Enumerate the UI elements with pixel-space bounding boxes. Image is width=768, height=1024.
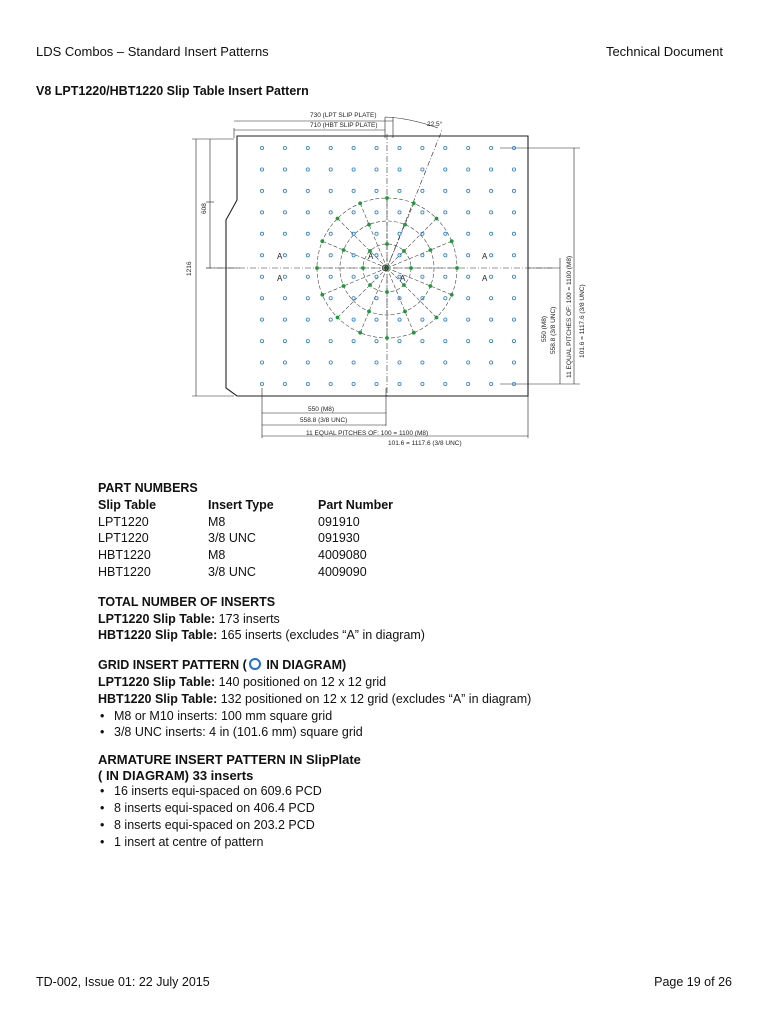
grid-insert-dot bbox=[260, 382, 263, 385]
grid-insert-dot bbox=[467, 232, 470, 235]
dim-angle: 22.5° bbox=[427, 121, 443, 128]
grid-insert-dot bbox=[467, 189, 470, 192]
grid-insert-dot bbox=[306, 189, 309, 192]
grid-insert-dot bbox=[444, 232, 447, 235]
grid-insert-dot bbox=[444, 382, 447, 385]
grid-insert-dot bbox=[375, 189, 378, 192]
grid-heading-post: IN DIAGRAM) bbox=[262, 658, 347, 673]
cell-insert-type: 3/8 UNC bbox=[208, 531, 256, 546]
dim-right-m8: 11 EQUAL PITCHES OF: 100 = 1100 (M8) bbox=[566, 255, 573, 378]
list-item: • 1 insert at centre of pattern bbox=[98, 834, 698, 851]
grid-insert-dot bbox=[490, 275, 493, 278]
cell-part-number: 091910 bbox=[318, 514, 360, 529]
grid-insert-dot bbox=[352, 211, 355, 214]
marker-a-right-top: A bbox=[482, 252, 488, 261]
grid-insert-dot bbox=[444, 254, 447, 257]
grid-insert-dot bbox=[375, 297, 378, 300]
cell-part-number: 4009080 bbox=[318, 548, 367, 563]
grid-insert-dot bbox=[490, 211, 493, 214]
grid-insert-dot bbox=[329, 382, 332, 385]
grid-insert-dot bbox=[512, 168, 515, 171]
grid-insert-dot bbox=[512, 232, 515, 235]
grid-insert-dot bbox=[352, 382, 355, 385]
grid-insert-dot bbox=[467, 340, 470, 343]
grid-insert-dot bbox=[352, 146, 355, 149]
grid-insert-dot bbox=[375, 254, 378, 257]
grid-insert-dot bbox=[512, 275, 515, 278]
grid-insert-dot bbox=[398, 232, 401, 235]
page-content bbox=[98, 480, 698, 850]
marker-a-right-bottom: A bbox=[482, 274, 488, 283]
grid-insert-dot bbox=[260, 275, 263, 278]
grid-insert-dot bbox=[467, 361, 470, 364]
col-header-slip-table: Slip Table bbox=[98, 497, 157, 512]
cell-insert-type: M8 bbox=[208, 548, 226, 563]
grid-insert-dot bbox=[283, 318, 286, 321]
grid-insert-dot bbox=[467, 318, 470, 321]
grid-insert-dot bbox=[375, 275, 378, 278]
pcd-radial-line bbox=[387, 268, 437, 318]
grid-insert-dot bbox=[283, 382, 286, 385]
dim-lpt-width: 730 (LPT SLIP PLATE) bbox=[310, 112, 377, 119]
grid-insert-dot bbox=[444, 189, 447, 192]
grid-insert-dot bbox=[283, 275, 286, 278]
grid-insert-dot bbox=[329, 168, 332, 171]
grid-insert-dot bbox=[306, 232, 309, 235]
armature-heading-1: ARMATURE INSERT PATTERN IN SlipPlate bbox=[98, 752, 361, 768]
list-item: • 16 inserts equi-spaced on 609.6 PCD bbox=[98, 783, 698, 800]
grid-insert-dot bbox=[467, 168, 470, 171]
grid-insert-dot bbox=[352, 168, 355, 171]
dim-hbt-width: 710 (HBT SLIP PLATE) bbox=[310, 122, 378, 129]
grid-insert-dot bbox=[329, 318, 332, 321]
grid-insert-dot bbox=[306, 361, 309, 364]
armature-insert-dot bbox=[367, 310, 371, 314]
total-lpt-line bbox=[98, 611, 698, 628]
cell-insert-type: M8 bbox=[208, 514, 226, 529]
grid-insert-dot bbox=[306, 382, 309, 385]
cell-part-number: 091930 bbox=[318, 531, 360, 546]
grid-insert-dot bbox=[283, 211, 286, 214]
grid-insert-dot bbox=[306, 340, 309, 343]
grid-insert-dot bbox=[329, 189, 332, 192]
list-item: • 3/8 UNC inserts: 4 in (101.6 mm) square grid bbox=[98, 724, 698, 741]
col-header-part-number: Part Number bbox=[318, 497, 394, 512]
grid-insert-dot bbox=[375, 232, 378, 235]
marker-a-inner-left: A bbox=[368, 252, 374, 261]
cell-slip-table: HBT1220 bbox=[98, 548, 151, 563]
grid-insert-dot bbox=[283, 146, 286, 149]
pcd-radial-line bbox=[387, 219, 437, 269]
part-numbers-table bbox=[98, 497, 393, 581]
grid-insert-dot bbox=[375, 361, 378, 364]
grid-insert-dot bbox=[444, 211, 447, 214]
grid-insert-dot bbox=[444, 275, 447, 278]
grid-insert-dot bbox=[444, 318, 447, 321]
armature-insert-dot bbox=[336, 217, 340, 221]
table-row bbox=[98, 514, 393, 531]
grid-insert-dot bbox=[421, 211, 424, 214]
armature-insert-dot bbox=[320, 239, 324, 243]
armature-insert-dot bbox=[315, 266, 319, 270]
grid-insert-dot bbox=[283, 361, 286, 364]
grid-insert-dot bbox=[490, 318, 493, 321]
grid-insert-dot bbox=[512, 189, 515, 192]
grid-insert-dot bbox=[260, 232, 263, 235]
grid-insert-dot bbox=[375, 168, 378, 171]
table-row bbox=[98, 564, 393, 581]
armature-insert-dot bbox=[342, 248, 346, 252]
grid-insert-dot bbox=[352, 189, 355, 192]
grid-insert-dot bbox=[421, 382, 424, 385]
grid-insert-dot bbox=[490, 361, 493, 364]
grid-insert-dot bbox=[421, 275, 424, 278]
armature-insert-dot bbox=[358, 331, 362, 335]
grid-insert-dot bbox=[283, 168, 286, 171]
grid-insert-dot bbox=[467, 382, 470, 385]
armature-insert-dot bbox=[403, 310, 407, 314]
dim-bottom-558: 558.8 (3/8 UNC) bbox=[300, 417, 348, 424]
grid-insert-dot bbox=[375, 211, 378, 214]
list-item: • 8 inserts equi-spaced on 406.4 PCD bbox=[98, 800, 698, 817]
grid-insert-dot bbox=[329, 254, 332, 257]
header-doc-type: Technical Document bbox=[605, 44, 723, 59]
grid-insert-dot bbox=[421, 146, 424, 149]
grid-insert-dot bbox=[283, 254, 286, 257]
table-row bbox=[98, 530, 393, 547]
grid-insert-dot bbox=[444, 340, 447, 343]
grid-insert-dot bbox=[512, 297, 515, 300]
grid-lpt-label: LPT1220 Slip Table: bbox=[98, 674, 216, 689]
grid-insert-dot bbox=[306, 254, 309, 257]
grid-insert-dot bbox=[512, 211, 515, 214]
armature-insert-dot bbox=[368, 283, 372, 287]
table-row bbox=[98, 547, 393, 564]
grid-insert-dot bbox=[490, 340, 493, 343]
grid-insert-dot bbox=[329, 340, 332, 343]
grid-insert-dot bbox=[398, 189, 401, 192]
cell-insert-type: 3/8 UNC bbox=[208, 564, 256, 579]
grid-insert-dot bbox=[283, 340, 286, 343]
total-lpt-label: LPT1220 Slip Table: bbox=[98, 611, 216, 626]
grid-insert-dot bbox=[260, 254, 263, 257]
footer-doc-id: TD-002, Issue 01: 22 July 2015 bbox=[36, 975, 210, 989]
armature-insert-dot bbox=[402, 283, 406, 287]
grid-insert-dot bbox=[490, 232, 493, 235]
grid-insert-dot bbox=[444, 297, 447, 300]
grid-hbt-line bbox=[98, 691, 698, 708]
grid-insert-dot bbox=[375, 146, 378, 149]
grid-insert-dot bbox=[444, 361, 447, 364]
total-hbt-value: 165 inserts (excludes “A” in diagram) bbox=[217, 628, 425, 643]
armature-insert-dot bbox=[429, 248, 433, 252]
grid-insert-dot bbox=[375, 340, 378, 343]
grid-insert-dot bbox=[260, 168, 263, 171]
grid-insert-dot bbox=[375, 382, 378, 385]
grid-insert-dot bbox=[398, 254, 401, 257]
grid-insert-dot bbox=[352, 318, 355, 321]
grid-insert-dot bbox=[490, 297, 493, 300]
grid-insert-dot bbox=[398, 168, 401, 171]
grid-insert-dot bbox=[421, 254, 424, 257]
cell-slip-table: LPT1220 bbox=[98, 514, 149, 529]
footer-page-number: Page 19 of 26 bbox=[654, 975, 732, 989]
grid-insert-dot bbox=[283, 232, 286, 235]
grid-insert-dot bbox=[306, 211, 309, 214]
grid-insert-dot bbox=[283, 297, 286, 300]
armature-insert-dot bbox=[435, 316, 439, 320]
armature-insert-dot bbox=[403, 223, 407, 227]
armature-insert-dot bbox=[412, 201, 416, 205]
grid-insert-dot bbox=[306, 168, 309, 171]
grid-insert-dot bbox=[490, 168, 493, 171]
armature-insert-dot bbox=[385, 196, 389, 200]
insert-pattern-diagram bbox=[180, 108, 600, 453]
armature-insert-dot bbox=[358, 201, 362, 205]
armature-insert-dot bbox=[412, 331, 416, 335]
grid-pattern-heading bbox=[98, 657, 698, 674]
grid-lpt-value: 140 positioned on 12 x 12 grid bbox=[215, 674, 387, 689]
grid-insert-dot bbox=[260, 146, 263, 149]
grid-heading-pre: GRID INSERT PATTERN ( bbox=[98, 658, 247, 673]
armature-bullet-list bbox=[98, 783, 698, 850]
grid-bullet-list bbox=[98, 708, 698, 742]
dim-bottom-pitch-unc: 101.6 = 1117.6 (3/8 UNC) bbox=[388, 440, 462, 447]
cell-part-number: 4009090 bbox=[318, 564, 367, 579]
total-inserts-heading: TOTAL NUMBER OF INSERTS bbox=[98, 594, 276, 609]
grid-insert-dot bbox=[421, 189, 424, 192]
grid-insert-dot bbox=[444, 146, 447, 149]
grid-insert-dot bbox=[421, 361, 424, 364]
grid-insert-dot bbox=[306, 297, 309, 300]
armature-insert-dot bbox=[385, 242, 389, 246]
grid-insert-dot bbox=[467, 297, 470, 300]
grid-insert-dot bbox=[398, 318, 401, 321]
grid-insert-dot bbox=[490, 254, 493, 257]
grid-insert-dot bbox=[512, 340, 515, 343]
armature-insert-dot bbox=[336, 316, 340, 320]
dim-half-height: 608 bbox=[201, 203, 208, 214]
grid-insert-dot bbox=[283, 189, 286, 192]
cell-slip-table: HBT1220 bbox=[98, 564, 151, 579]
armature-insert-dot bbox=[450, 293, 454, 297]
grid-insert-dot bbox=[306, 318, 309, 321]
blue-circle-icon bbox=[249, 658, 261, 670]
armature-insert-dot bbox=[455, 266, 459, 270]
grid-insert-dot bbox=[398, 340, 401, 343]
grid-insert-dot bbox=[398, 146, 401, 149]
grid-insert-dot bbox=[398, 211, 401, 214]
armature-insert-dot bbox=[342, 284, 346, 288]
grid-insert-dot bbox=[490, 382, 493, 385]
grid-insert-dot bbox=[467, 211, 470, 214]
center-mark: ⊕ bbox=[381, 263, 390, 274]
total-hbt-label: HBT1220 Slip Table: bbox=[98, 628, 218, 643]
part-numbers-heading: PART NUMBERS bbox=[98, 481, 198, 495]
grid-insert-dot bbox=[260, 361, 263, 364]
grid-insert-dot bbox=[375, 318, 378, 321]
grid-insert-dot bbox=[467, 275, 470, 278]
armature-insert-dot bbox=[320, 293, 324, 297]
dim-side-558: 558.8 (3/8 UNC) bbox=[550, 306, 557, 354]
marker-a-left-bottom: A bbox=[277, 274, 283, 283]
dim-bottom-550: 550 (M8) bbox=[308, 406, 335, 413]
marker-a-left-top: A bbox=[277, 252, 283, 261]
grid-insert-dot bbox=[352, 275, 355, 278]
grid-insert-dot bbox=[490, 189, 493, 192]
grid-lpt-line bbox=[98, 674, 698, 691]
grid-insert-dot bbox=[352, 361, 355, 364]
total-hbt-line bbox=[98, 627, 698, 644]
grid-insert-dot bbox=[512, 254, 515, 257]
grid-insert-dot bbox=[490, 146, 493, 149]
grid-insert-dot bbox=[260, 211, 263, 214]
armature-heading-2: ( IN DIAGRAM) 33 inserts bbox=[98, 767, 254, 783]
list-item: • 8 inserts equi-spaced on 203.2 PCD bbox=[98, 817, 698, 834]
grid-insert-dot bbox=[329, 275, 332, 278]
grid-insert-dot bbox=[260, 318, 263, 321]
grid-insert-dot bbox=[421, 340, 424, 343]
grid-insert-dot bbox=[444, 168, 447, 171]
list-item: • M8 or M10 inserts: 100 mm square grid bbox=[98, 708, 698, 725]
header-title: LDS Combos – Standard Insert Patterns bbox=[36, 44, 269, 59]
grid-insert-dot bbox=[306, 275, 309, 278]
grid-insert-dot bbox=[329, 297, 332, 300]
armature-insert-dot bbox=[367, 223, 371, 227]
grid-insert-dot bbox=[260, 297, 263, 300]
total-lpt-value: 173 inserts bbox=[215, 611, 280, 626]
dim-side-550: 550 (M8) bbox=[541, 315, 548, 342]
armature-insert-dot bbox=[385, 290, 389, 294]
page-title: V8 LPT1220/HBT1220 Slip Table Insert Pattern bbox=[36, 84, 309, 98]
grid-insert-dot bbox=[260, 340, 263, 343]
pcd-radial-line bbox=[338, 219, 388, 269]
grid-insert-dot bbox=[260, 189, 263, 192]
grid-insert-dot bbox=[398, 361, 401, 364]
grid-insert-dot bbox=[421, 168, 424, 171]
armature-insert-dot bbox=[409, 266, 413, 270]
col-header-insert-type: Insert Type bbox=[208, 497, 274, 512]
armature-insert-dot bbox=[429, 284, 433, 288]
grid-insert-dot bbox=[512, 361, 515, 364]
grid-insert-dot bbox=[352, 340, 355, 343]
dim-full-height: 1216 bbox=[186, 261, 193, 276]
grid-insert-dot bbox=[467, 254, 470, 257]
dim-bottom-pitch-m8: 11 EQUAL PITCHES OF: 100 = 1100 (M8) bbox=[306, 430, 429, 437]
grid-insert-dot bbox=[329, 232, 332, 235]
grid-insert-dot bbox=[329, 146, 332, 149]
cell-slip-table: LPT1220 bbox=[98, 531, 149, 546]
grid-hbt-label: HBT1220 Slip Table: bbox=[98, 691, 218, 706]
grid-insert-dot bbox=[329, 211, 332, 214]
pcd-radial-line bbox=[338, 268, 388, 318]
armature-insert-dot bbox=[402, 249, 406, 253]
armature-insert-dot bbox=[361, 266, 365, 270]
grid-insert-dot bbox=[352, 297, 355, 300]
marker-a-inner-right: A bbox=[400, 274, 406, 283]
grid-insert-dot bbox=[329, 361, 332, 364]
grid-insert-dot bbox=[467, 146, 470, 149]
armature-insert-dot bbox=[435, 217, 439, 221]
armature-insert-dot bbox=[450, 239, 454, 243]
armature-insert-dot bbox=[385, 336, 389, 340]
grid-insert-dot bbox=[512, 318, 515, 321]
grid-insert-dot bbox=[306, 146, 309, 149]
grid-insert-dot bbox=[421, 318, 424, 321]
dim-right-unc: 101.6 = 1117.6 (3/8 UNC) bbox=[579, 284, 586, 358]
grid-hbt-value: 132 positioned on 12 x 12 grid (excludes “A” in diagram) bbox=[217, 691, 532, 706]
grid-insert-dot bbox=[398, 382, 401, 385]
